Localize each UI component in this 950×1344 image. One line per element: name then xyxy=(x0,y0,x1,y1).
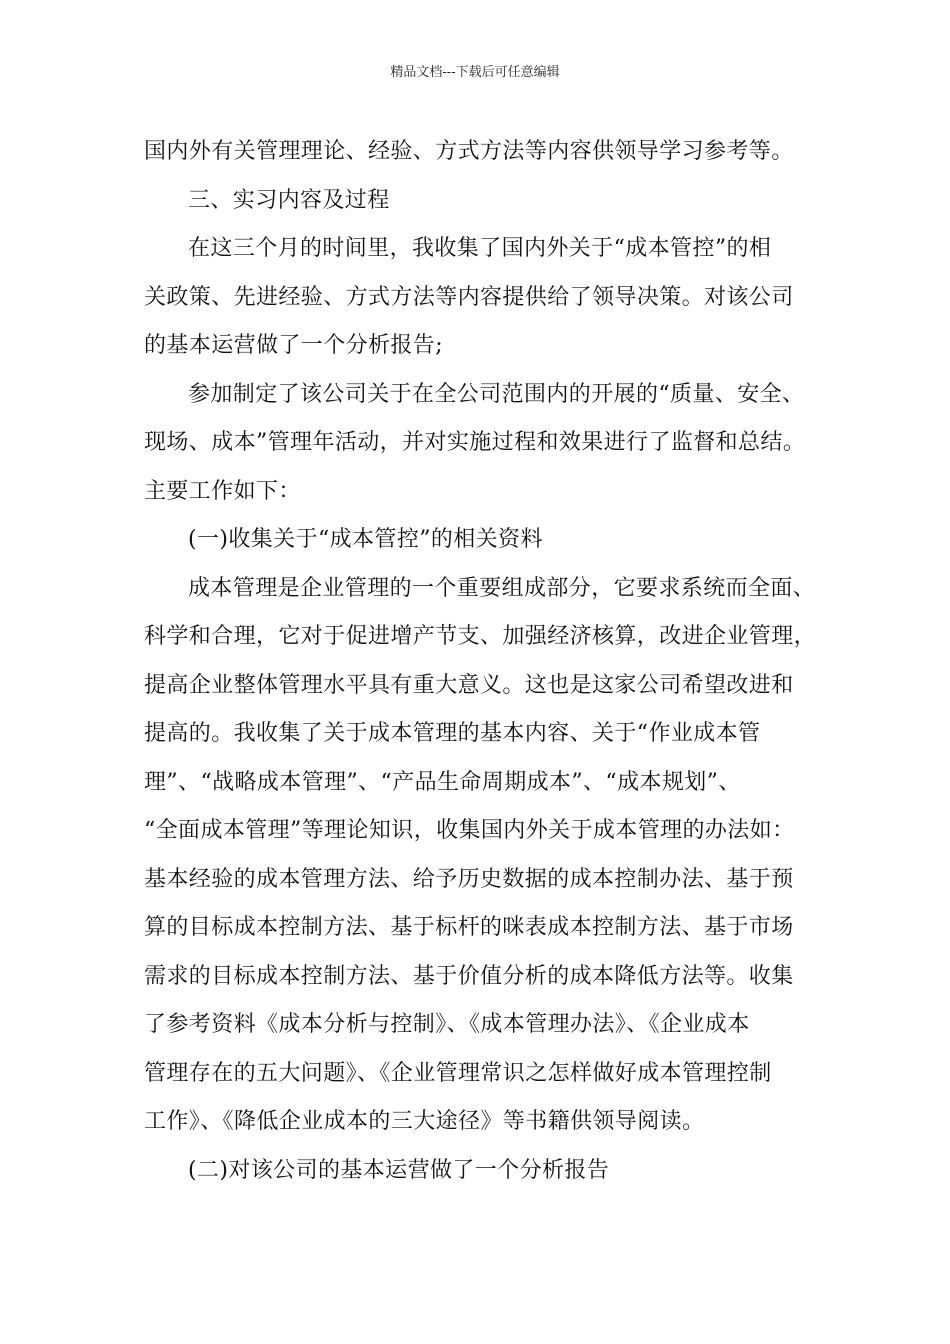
text-line: 了参考资料《成本分析与控制》、《成本管理办法》、《企业成本 xyxy=(144,1012,750,1037)
text-line: 现场、成本”管理年活动，并对实施过程和效果进行了监督和总结。 xyxy=(144,430,806,455)
text-line: 管理存在的五大问题》、《企业管理常识之怎样做好成本管理控制 xyxy=(144,1060,772,1086)
text-line: 参加制定了该公司关于在全公司范围内的开展的“质量、安全、 xyxy=(188,381,805,407)
text-line: 工作》、《降低企业成本的三大途径》等书籍供领导阅读。 xyxy=(144,1109,705,1134)
text-line: 科学和合理，它对于促进增产节支、加强经济核算，改进企业管理， xyxy=(144,624,817,649)
text-line: “全面成本管理”等理论知识，收集国内外关于成本管理的办法如： xyxy=(144,818,795,843)
text-line: 理”、“战略成本管理”、“产品生命周期成本”、“成本规划”、 xyxy=(144,769,741,795)
section-heading: 三、实习内容及过程 xyxy=(188,187,390,213)
text-line: 基本经验的成本管理方法、给予历史数据的成本控制办法、基于预 xyxy=(144,866,794,892)
text-line: 国内外有关管理理论、经验、方式方法等内容供领导学习参考等。 xyxy=(144,139,794,164)
page-header: 精品文档---下载后可任意编辑 xyxy=(390,65,560,80)
text-line: 提高的。我收集了关于成本管理的基本内容、关于“作业成本管 xyxy=(144,721,761,746)
text-line: 在这三个月的时间里，我收集了国内外关于“成本管控”的相 xyxy=(188,236,772,261)
text-line: 算的目标成本控制方法、基于标杆的咪表成本控制方法、基于市场 xyxy=(144,915,794,940)
text-line: 主要工作如下： xyxy=(144,478,301,504)
document-body xyxy=(144,128,828,1195)
text-line: 成本管理是企业管理的一个重要组成部分，它要求系统而全面、 xyxy=(188,575,816,601)
text-line: 关政策、先进经验、方式方法等内容提供给了领导决策。对该公司 xyxy=(144,284,794,310)
text-line: 需求的目标成本控制方法、基于价值分析的成本降低方法等。收集 xyxy=(144,963,794,989)
subsection-heading: (一)收集关于“成本管控”的相关资料 xyxy=(188,527,543,552)
subsection-heading: (二)对该公司的基本运营做了一个分析报告 xyxy=(188,1157,610,1183)
text-line: 的基本运营做了一个分析报告; xyxy=(144,333,444,358)
text-line: 提高企业整体管理水平具有重大意义。这也是这家公司希望改进和 xyxy=(144,672,794,698)
